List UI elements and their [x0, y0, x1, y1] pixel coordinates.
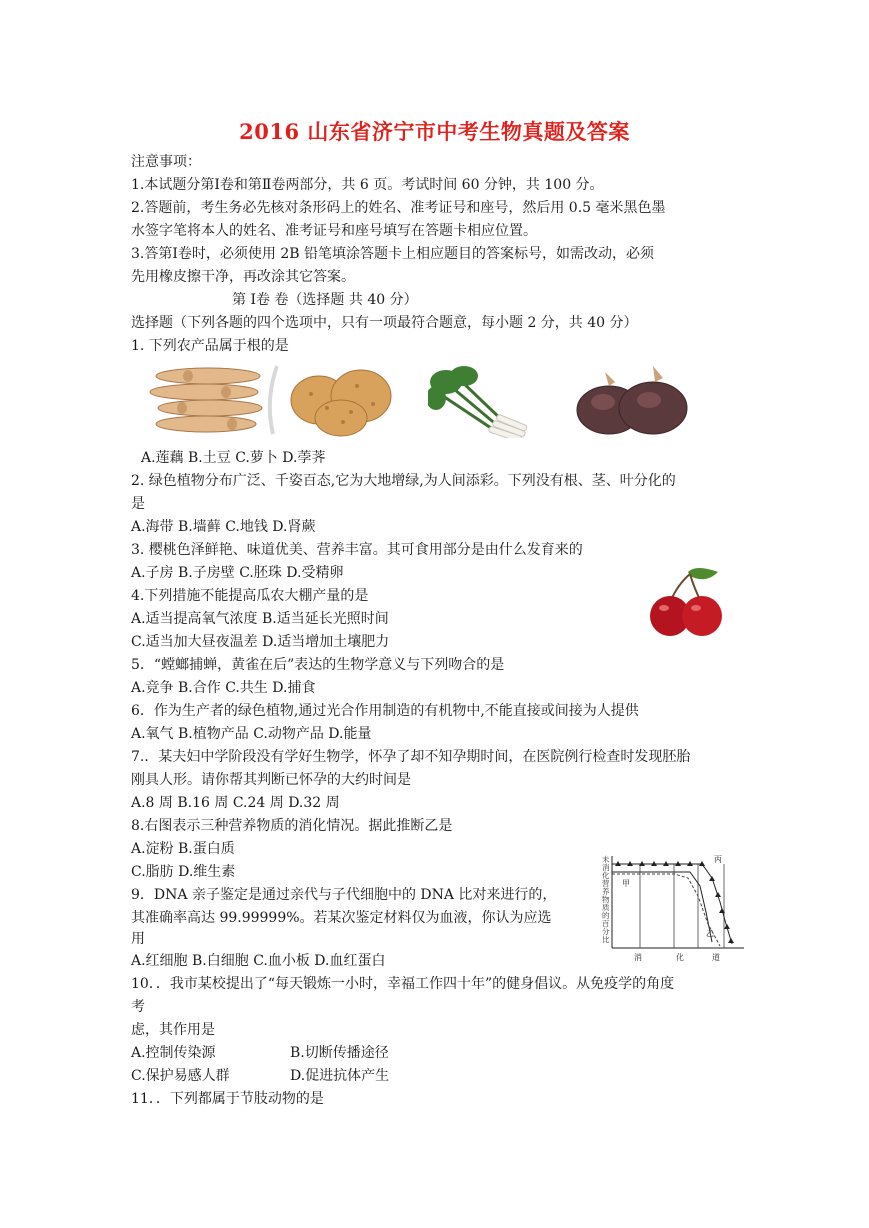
question-1-stem: 1. 下列农产品属于根的是 — [131, 338, 289, 354]
question-9-stem: 9．DNA 亲子鉴定是通过亲代与子代细胞中的 DNA 比对来进行的， — [131, 887, 557, 903]
question-7-stem-cont: 刚具人形。请你帮其判断已怀孕的大约时间是 — [131, 772, 411, 788]
notice-item: 先用橡皮擦干净，再改涂其它答案。 — [131, 269, 355, 285]
section-instruction: 选择题（下列各题的四个选项中，只有一项最符合题意，每小题 2 分，共 40 分） — [131, 315, 638, 331]
question-10-option-c: C.保护易感人群 — [131, 1068, 230, 1084]
question-10-option-b: B.切断传播途径 — [290, 1045, 389, 1061]
question-1-options: A.莲藕 B.土豆 C.萝卜 D.荸荠 — [141, 450, 326, 466]
label-bing: 丙 — [714, 855, 722, 864]
divider-illustration — [263, 362, 283, 438]
notice-item: 2.答题前，考生务必先核对条形码上的姓名、准考证号和座号，然后用 0.5 毫米黑色墨 — [131, 200, 666, 216]
question-5-options: A.竞争 B.合作 C.共生 D.捕食 — [131, 680, 316, 696]
series-bing-markers — [615, 861, 734, 943]
question-6-options: A.氧气 B.植物产品 C.动物产品 D.能量 — [131, 726, 372, 742]
potato-illustration — [287, 364, 397, 438]
chart-ylabel: 未消化营养物质的百分比 — [602, 855, 610, 944]
notice-item: 3.答第Ⅰ卷时，必须使用 2B 铅笔填涂答题卡上相应题目的答案标号，如需改动，必须 — [131, 246, 654, 262]
question-9-stem-cont: 其准确率高达 99.99999%。若某次鉴定材料仅为血液，你认为应选 — [131, 910, 552, 926]
question-4-options-cd: C.适当加大昼夜温差 D.适当增加土壤肥力 — [131, 634, 390, 650]
question-9-stem-cont2: 用 — [131, 931, 145, 947]
question-4-stem: 4.下列措施不能提高瓜农大棚产量的是 — [131, 588, 369, 604]
xlabel-2: 化 — [676, 953, 684, 962]
question-3-stem: 3. 樱桃色泽鲜艳、味道优美、营养丰富。其可食用部分是由什么发育来的 — [131, 542, 583, 558]
question-8-options-ab: A.淀粉 B.蛋白质 — [131, 841, 235, 857]
question-2-options: A.海带 B.墙藓 C.地钱 D.肾蕨 — [131, 519, 316, 535]
question-2-stem-cont: 是 — [131, 496, 145, 512]
question-10-option-a: A.控制传染源 — [131, 1045, 216, 1061]
question-9-options: A.红细胞 B.白细胞 C.血小板 D.血红蛋白 — [131, 953, 386, 969]
notice-item: 1.本试题分第Ⅰ卷和第Ⅱ卷两部分，共 6 页。考试时间 60 分钟，共 100 分。 — [131, 177, 604, 193]
notice-item: 水签字笔将本人的姓名、准考证号和座号填写在答题卡相应位置。 — [131, 223, 537, 239]
cherry-illustration — [648, 562, 728, 640]
label-jia: 甲 — [622, 879, 630, 888]
question-10-stem-cont2: 虑，其作用是 — [131, 1022, 215, 1038]
xlabel-3: 道 — [712, 953, 720, 962]
notice-heading: 注意事项： — [131, 154, 201, 170]
question-11-stem: 11．．下列都属于节肢动物的是 — [131, 1091, 324, 1107]
lotus-root-illustration — [148, 362, 270, 438]
question-2-stem: 2. 绿色植物分布广泛、千姿百态,它为大地增绿,为人间添彩。下列没有根、茎、叶分化的 — [131, 473, 676, 489]
page-title: 2016 山东省济宁市中考生物真题及答案 — [239, 119, 630, 144]
question-4-options-ab: A.适当提高氧气浓度 B.适当延长光照时间 — [131, 611, 389, 627]
question-7-options: A.8 周 B.16 周 C.24 周 D.32 周 — [131, 795, 340, 811]
question-6-stem: 6．作为生产者的绿色植物,通过光合作用制造的有机物中,不能直接或间接为人提供 — [131, 703, 639, 719]
section-header: 第 Ⅰ卷 卷（选择题 共 40 分） — [232, 292, 418, 308]
digestion-chart — [594, 852, 750, 964]
xlabel-1: 消 — [634, 953, 642, 962]
question-8-stem: 8.右图表示三种营养物质的消化情况。据此推断乙是 — [131, 818, 453, 834]
label-yi: 乙 — [706, 929, 714, 938]
series-bing — [612, 864, 732, 944]
question-8-options-cd: C.脂肪 D.维生素 — [131, 864, 236, 880]
question-10-option-d: D.促进抗体产生 — [290, 1068, 390, 1084]
question-7-stem: 7.．某夫妇中学阶段没有学好生物学，怀孕了却不知孕期时间，在医院例行检查时发现胚胎 — [131, 749, 691, 765]
radish-illustration — [428, 364, 532, 438]
question-5-stem: 5．“螳螂捕蝉，黄雀在后”表达的生物学意义与下列吻合的是 — [131, 657, 505, 673]
question-10-stem: 10．．我市某校提出了“每天锻炼一小时，幸福工作四十年”的健身倡议。从免疫学的角度 — [131, 976, 675, 992]
water-chestnut-illustration — [573, 364, 691, 438]
question-10-stem-cont: 考 — [131, 999, 145, 1015]
question-3-options: A.子房 B.子房壁 C.胚珠 D.受精卵 — [131, 565, 344, 581]
